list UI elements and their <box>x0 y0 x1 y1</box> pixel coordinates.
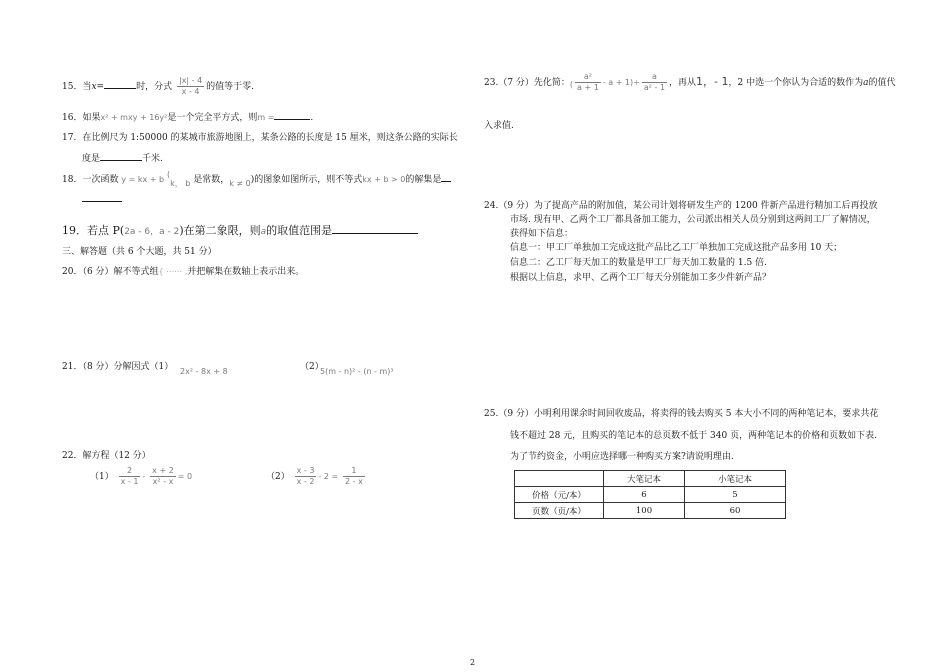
q23-line2: 入求值. <box>484 121 514 131</box>
q22-g1n: x - 3 <box>296 466 315 475</box>
q19-tail: 的取值范围是 <box>266 224 333 237</box>
table-row <box>515 487 786 503</box>
q20-system: { ⋯⋯ , <box>158 267 188 276</box>
q23-frac1 <box>575 72 601 93</box>
question-22-title: 22．解方程（12 分） <box>62 451 151 461</box>
question-18 <box>62 170 451 188</box>
q18-paren: ( <box>166 170 171 179</box>
q20-pre: 20．（6 分）解不等式组 <box>62 267 159 277</box>
q15-mid: 时，分式 <box>136 82 173 92</box>
table-row <box>515 503 786 519</box>
q22-op1: - <box>142 472 146 481</box>
q16-blank <box>274 110 310 120</box>
notebook-table <box>514 470 786 519</box>
q23-post2: ，2 中选一个你认为合适的数作为 <box>728 78 864 88</box>
q22-f1d: x - 1 <box>120 477 139 486</box>
table-cell: 6 <box>604 487 685 503</box>
q19-post: )在第二象限，则 <box>179 224 261 237</box>
q21-pre: 21．（8 分）分解因式（1） <box>62 362 174 372</box>
q22-frac4 <box>343 466 365 487</box>
q18-pre: 18．一次函数 <box>62 175 119 185</box>
q25-line3: 为了节约资金，小明应选择哪一种购买方案?请说明理由. <box>510 452 734 462</box>
q20-post: 并把解集在数轴上表示出来。 <box>187 267 305 277</box>
q22-eq2 <box>266 466 367 487</box>
q23-f1d: a + 1 <box>577 83 599 92</box>
q16-mid: 是一个完全平方式，则 <box>167 113 258 123</box>
table-cell: 价格（元/本） <box>515 487 604 503</box>
q22-p2: （2） <box>266 472 290 482</box>
q18-mid: 是常数， <box>193 175 230 185</box>
q17-post: 千米. <box>142 154 163 164</box>
q15-pre: 15．当 <box>62 82 92 92</box>
q15-eq: = <box>96 82 105 92</box>
question-17-line2 <box>82 151 163 164</box>
q25-line2: 钱不超过 28 元，且购买的笔记本的总页数不低于 340 页，两种笔记本的价格和页数如下表. <box>510 431 877 441</box>
q22-p1: （1） <box>90 472 114 482</box>
q15-num: |x| - 4 <box>178 76 203 85</box>
q18-post1: )的图象如图所示，则不等式 <box>250 175 363 185</box>
q22-frac3 <box>295 466 317 487</box>
q21-expr1: 2x² - 8x + 8 <box>180 367 228 376</box>
q23-frac2 <box>642 72 667 93</box>
q22-frac1 <box>119 466 141 487</box>
q18-blank-line <box>82 192 122 205</box>
q25-line1: 25.（9 分）小明利用课余时间回收废品，将卖得的钱去购买 5 本大小不同的两种笔记本，要求共花 <box>484 409 879 419</box>
q17-pre: 度是 <box>82 154 101 164</box>
q18-fn: y = kx + b <box>121 175 165 184</box>
question-23: 23.（7 分）先化简：( $\frac{\text{a²}}{a + 1}$ - a + 1)÷ $\frac{a}{\text{a² - 1}}$ ，再从1，- 1，2 中选一个你认为合适的数作为a的值代 <box>484 72 896 92</box>
q16-pre: 16．如果 <box>62 113 101 123</box>
q22-eq1-rhs: = 0 <box>177 472 193 481</box>
q21-part2: （2） <box>300 362 324 372</box>
q22-g2n: 1 <box>343 466 365 477</box>
question-21 <box>62 359 173 372</box>
q24-line2: 市场. 现有甲、乙两个工厂都具备加工能力，公司派出相关人员分别到这两间工厂了解情况， <box>510 215 876 225</box>
q18-ineq: kx + b > 0 <box>362 175 406 184</box>
q16-expr: x² + mxy + 16y² <box>100 113 168 122</box>
q18-kb: k， b <box>170 179 191 188</box>
q15-post: 的值等于零. <box>206 82 255 92</box>
q16-post: . <box>310 113 314 123</box>
q22-eq1 <box>90 466 192 487</box>
table-cell: 100 <box>604 503 685 519</box>
q15-var: x <box>91 82 97 92</box>
q21-expr2: 5(m - n)² - (n - m)³ <box>320 367 394 376</box>
q23-div: ÷ <box>633 78 640 87</box>
q24-line6: 根据以上信息，求甲、乙两个工厂每天分别能加工多少件新产品？ <box>510 273 772 283</box>
q23-vals: 1，- 1 <box>696 75 729 88</box>
q23-f1n: a² <box>575 72 601 83</box>
q23-pre: 23.（7 分）先化简： <box>484 78 570 88</box>
table-header-cell: 大笔记本 <box>604 471 685 487</box>
table-header-cell <box>515 471 604 487</box>
q16-m: m = <box>257 113 275 122</box>
q24-line4: 信息一：甲工厂单独加工完成这批产品比乙工厂单独加工完成这批产品多用 10 天； <box>510 243 843 253</box>
page-number: 2 <box>470 658 476 667</box>
q22-f2d: x² - x <box>152 477 174 486</box>
q22-g2d: 2 - x <box>345 477 363 486</box>
q22-op2: - 2 = <box>318 472 339 481</box>
table-header-row <box>515 471 786 487</box>
q18-blank-b <box>82 192 122 202</box>
q15-blank <box>104 79 136 89</box>
q22-g1d: x - 2 <box>296 477 315 486</box>
q23-f2d: a² - 1 <box>643 83 666 92</box>
question-16 <box>62 110 313 123</box>
q19-blank <box>332 224 418 234</box>
q23-post3: 的值代 <box>868 78 896 88</box>
q22-f1n: 2 <box>119 466 141 477</box>
q24-line5: 信息二：乙工厂每天加工的数量是甲工厂每天加工数量的 1.5 倍. <box>510 258 767 268</box>
question-15 <box>62 76 254 97</box>
question-19 <box>62 222 418 238</box>
section-3-title: 三、解答题（共 6 个大题，共 51 分） <box>62 247 217 257</box>
q19-a: a <box>260 227 267 237</box>
q15-fraction <box>177 76 204 97</box>
q23-a: a <box>863 78 869 88</box>
question-20 <box>62 264 304 277</box>
table-header-cell: 小笔记本 <box>685 471 786 487</box>
q23-post1: ，再从 <box>669 78 697 88</box>
q23-mid: - a + 1) <box>602 78 634 87</box>
q19-expr: 2a - 6，a - 2 <box>124 227 180 237</box>
q19-pre: 19．若点 P( <box>62 224 125 237</box>
q17-blank <box>100 151 142 161</box>
q18-blank-a <box>441 172 451 182</box>
q23-f2n: a <box>642 72 667 83</box>
q22-frac2 <box>150 466 176 487</box>
q24-line3: 获得如下信息： <box>510 229 574 239</box>
q24-line1: 24.（9 分）为了提高产品的附加值，某公司计划将研发生产的 1200 件新产品进行精加工后再投放 <box>484 201 878 211</box>
table-cell: 5 <box>685 487 786 503</box>
question-17-line1: 17．在比例尺为 1:50000 的某城市旅游地图上，某条公路的长度是 15 厘米，则这条公路的实际长 <box>62 133 458 143</box>
q15-den: x - 4 <box>181 87 200 96</box>
table-cell: 页数（页/本） <box>515 503 604 519</box>
q18-cond: k ≠ 0 <box>229 179 251 188</box>
q22-f2n: x + 2 <box>152 466 174 475</box>
q18-post2: 的解集是 <box>405 175 442 185</box>
table-cell: 60 <box>685 503 786 519</box>
